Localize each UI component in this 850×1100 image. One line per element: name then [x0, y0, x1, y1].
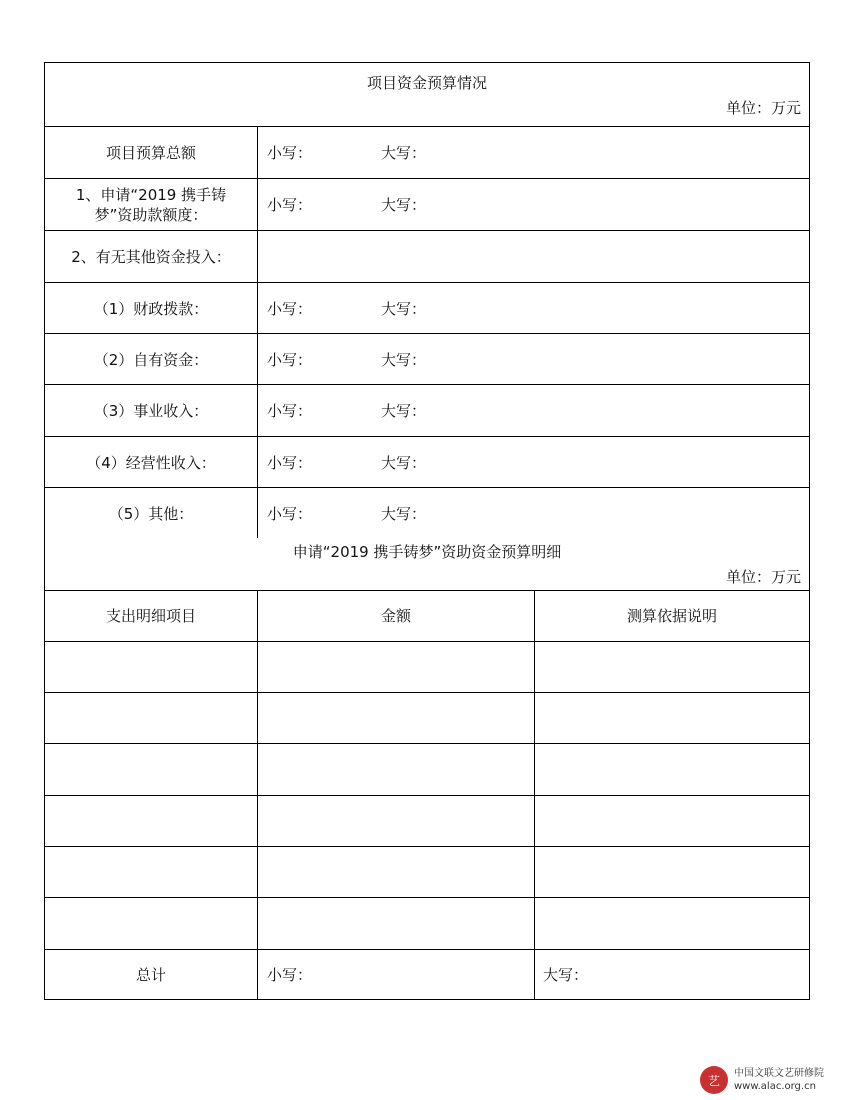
section2-title: 申请“2019 携手铸梦”资助资金预算明细 [292, 543, 562, 561]
budget-form-table [44, 62, 810, 1000]
row-label-other-funding: 2、有无其他资金投入： [71, 247, 231, 266]
operating-income-big-field[interactable]: 大写： [381, 453, 427, 472]
row-label-total-budget: 项目预算总额 [105, 143, 196, 162]
total-budget-big-field[interactable]: 大写： [381, 143, 427, 162]
detail-row-1[interactable] [45, 642, 809, 692]
section1-unit: 单位：万元 [725, 99, 801, 117]
other-small-field[interactable]: 小写： [267, 504, 313, 523]
other-funding-field[interactable] [258, 231, 808, 282]
col-header-calculation-basis: 测算依据说明 [626, 607, 717, 625]
total-big-field[interactable]: 大写： [543, 965, 589, 984]
operating-income-small-field[interactable]: 小写： [267, 453, 313, 472]
fiscal-allocation-small-field[interactable]: 小写： [267, 299, 313, 318]
grant-amount-small-field[interactable]: 小写： [267, 195, 313, 214]
detail-row-4[interactable] [45, 796, 809, 846]
row-label-other: （5）其他： [108, 504, 194, 523]
other-big-field[interactable]: 大写： [381, 504, 427, 523]
own-funds-small-field[interactable]: 小写： [267, 350, 313, 369]
detail-row-5[interactable] [45, 847, 809, 897]
total-small-field[interactable]: 小写： [267, 965, 313, 984]
row-label-business-income: （3）事业收入： [93, 401, 209, 420]
seal-logo-icon: 艺 [700, 1066, 728, 1094]
row-label-operating-income: （4）经营性收入： [86, 453, 216, 472]
grant-amount-label-line2: 梦”资助款额度： [94, 205, 208, 224]
row-label-own-funds: （2）自有资金： [93, 350, 209, 369]
total-label: 总计 [135, 965, 166, 984]
business-income-small-field[interactable]: 小写： [267, 401, 313, 420]
watermark [700, 1066, 824, 1094]
col-header-expense-item: 支出明细项目 [105, 607, 196, 625]
detail-row-6[interactable] [45, 898, 809, 949]
col-header-amount: 金额 [380, 607, 411, 625]
grant-amount-label-line1: 1、申请“2019 携手铸 [75, 185, 227, 204]
watermark-url: www.alac.org.cn [734, 1081, 816, 1092]
total-budget-small-field[interactable]: 小写： [267, 143, 313, 162]
row-label-grant-amount [45, 179, 257, 230]
fiscal-allocation-big-field[interactable]: 大写： [381, 299, 427, 318]
detail-row-2[interactable] [45, 693, 809, 743]
own-funds-big-field[interactable]: 大写： [381, 350, 427, 369]
detail-row-3[interactable] [45, 744, 809, 795]
business-income-big-field[interactable]: 大写： [381, 401, 427, 420]
row-label-fiscal-allocation: （1）财政拨款： [93, 299, 209, 318]
watermark-org: 中国文联文艺研修院 [734, 1068, 824, 1079]
grant-amount-big-field[interactable]: 大写： [381, 195, 427, 214]
section1-title: 项目资金预算情况 [366, 74, 487, 92]
section2-unit: 单位：万元 [725, 568, 801, 586]
